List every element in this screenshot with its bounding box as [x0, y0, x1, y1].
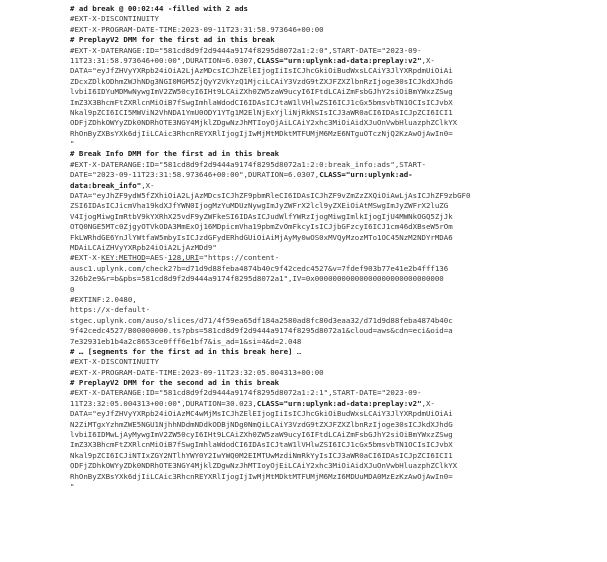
manifest-line	[70, 337, 600, 347]
manifest-comment-text: data:break_info"	[70, 180, 142, 190]
manifest-text: MDAiLCAiZHVyYXRpb24iOiA2LjAzMDd9"	[70, 242, 217, 252]
manifest-text: ImZ3X3BhcmFtZXRlcnMiOiB7fSwgImhlaWdodCI6IDAsICJtaW1lVHlwZSI6ICJ1cGx5bmsvbTN1OCIsICJvbX	[70, 440, 453, 450]
manifest-line	[70, 191, 600, 201]
manifest-line	[70, 305, 600, 315]
manifest-text: 326b2e9&r=b&pbs=581cd8d9f2d9444a9174f8295d8072a1",IV=0x00000000000000000000000000000	[70, 274, 444, 284]
manifest-line	[70, 285, 600, 295]
manifest-line	[70, 46, 600, 56]
manifest-line	[70, 295, 600, 305]
manifest-comment-text: CLASS="urn:uplynk:ad-data:preplay:v2"	[256, 55, 422, 65]
manifest-text: DATA="eyJfZHVyYXRpb24iOiAzMC4wMjMsICJhZElEIjogIiIsICJhcGkiOiBudWxsLCAiY3JlYXRpdmUiOiAi	[70, 409, 453, 419]
manifest-line	[70, 4, 600, 14]
manifest-text: V4IjogMiwgImRtbV9kYXRhX25vdF9yZWFkeSI6IDAsICJudWlfYWRzIjogMiwgImlkIjogIjU4MWNkOGQ5ZjJk	[70, 211, 453, 221]
manifest-line	[70, 461, 600, 471]
manifest-link[interactable]: 128,URI	[167, 253, 200, 263]
manifest-line	[70, 233, 600, 243]
manifest-line	[70, 108, 600, 118]
manifest-line	[70, 98, 600, 108]
manifest-text: =AES-	[145, 253, 168, 263]
manifest-text: DATA="eyJfZHVyYXRpb24iOiA2LjAzMDcsICJhZElEIjogIiIsICJhcGkiOiBudWxsLCAiY3JlYXRpdmUiOiAi	[70, 66, 453, 76]
manifest-text: Nkal9pZCI6ICJiNTIxZGY2NTlhYWY0Y2IwYWQ0M2EIMTUwMzdiNmRkYyIsICJ3aWR0aCI6IDAsICJpZCI6ICI1	[70, 450, 453, 460]
hls-manifest-document	[70, 4, 600, 492]
manifest-comment-text: # PreplayV2 DMM for the first ad in this break	[70, 35, 275, 45]
manifest-comment-text: # … [segments for the first ad in this break here]	[70, 346, 293, 356]
manifest-line	[70, 139, 600, 149]
manifest-line	[70, 14, 600, 24]
manifest-text: ,X-	[141, 180, 155, 190]
manifest-text: DATA="eyJhZF9ydW5fZXhiOiA2LjAzMDcsICJhZF9pbmRleCI6IDAsICJhZF9vZmZzZXQiOiAwLjAsICJhZF9zbGF0	[70, 191, 471, 201]
manifest-line	[70, 482, 600, 492]
manifest-line	[70, 472, 600, 482]
manifest-text: ,X-	[421, 55, 435, 65]
manifest-text: #EXT-X-DATERANGE:ID="581cd8d9f2d9444a9174f8295d8072a1:2:0:break_info:ads",START-	[70, 159, 426, 169]
manifest-line	[70, 357, 600, 367]
manifest-line	[70, 440, 600, 450]
manifest-line	[70, 118, 600, 128]
manifest-text: lvbiI6IDYuMDMwNywgImV2ZW50cyI6IHt9LCAiZXh0ZW5zaW9ucyI6IFtdLCAiZmFsbGJhY2siOiBmYWxzZSwg	[70, 87, 453, 97]
manifest-line	[70, 264, 600, 274]
manifest-line	[70, 388, 600, 398]
manifest-line	[70, 222, 600, 232]
manifest-line	[70, 378, 600, 388]
manifest-text: #EXT-X-DATERANGE:ID="581cd8d9f2d9444a9174f8295d8072a1:2:1",START-DATE="2023-09-	[70, 388, 422, 398]
manifest-text: 11T23:31:58.973646+00:00",DURATION=6.0307,	[70, 55, 257, 65]
manifest-line	[70, 212, 600, 222]
manifest-line	[70, 253, 600, 263]
manifest-text: 9f42cedc4527/B00000000.ts?pbs=581cd8d9f2d9444a9174f8295d8072a1&cloud=aws&cdn=eci&oid=a	[70, 326, 453, 336]
manifest-line	[70, 149, 600, 159]
manifest-text: "	[70, 481, 75, 491]
manifest-text: ausc1.uplynk.com/check2?b=d71d9d88feba4874b40c9f42cedc4527&v=7fdef903b77e41e2b4fff136	[70, 263, 449, 273]
manifest-text: lvbiI6IDMwLjAyMywgImV2ZW50cyI6IHt9LCAiZXh0ZW5zaW9ucyI6IFtdLCAiZmFsbGJhY2siOiBmYWxzZSwg	[70, 430, 453, 440]
manifest-comment-text: CLASS="urn:uplynk:ad-data:preplay:v2"	[256, 398, 422, 408]
manifest-text: ODFjZDhkOWYyZDk0NDRhOTE3NGY4MjklZDgwNzJhMTIoyOjEiLCAiY2xhc3MiOiAidXJuOnVwbHluazphZClkYX	[70, 461, 458, 471]
manifest-line	[70, 399, 600, 409]
manifest-line	[70, 66, 600, 76]
manifest-text: 11T23:32:05.004313+00:00",DURATION=30.023,	[70, 398, 257, 408]
manifest-line	[70, 420, 600, 430]
manifest-text: DATE="2023-09-11T23:31:58.973646+00:00",DURATION=6.0307,	[70, 170, 320, 180]
manifest-line	[70, 409, 600, 419]
manifest-text: …	[292, 346, 302, 356]
manifest-text: stgec.uplynk.com/auso/slices/d71/4f59ea65df184a2580ad8fc80d3eaa32/d71d9d88feba4874b40c	[70, 315, 453, 325]
manifest-text: #EXT-X-DISCONTINUITY	[70, 14, 159, 24]
manifest-text: #EXT-X-PROGRAM-DATE-TIME:2023-09-11T23:32:05.004313+00:00	[70, 367, 324, 377]
manifest-line	[70, 368, 600, 378]
manifest-text: 0	[70, 284, 75, 294]
manifest-comment-text: # ad break @ 00:02:44 -filled with 2 ads	[70, 4, 248, 13]
manifest-line	[70, 170, 600, 180]
manifest-text: #EXT-X-PROGRAM-DATE-TIME:2023-09-11T23:31:58.973646+00:00	[70, 24, 324, 34]
manifest-line	[70, 201, 600, 211]
manifest-line	[70, 347, 600, 357]
manifest-line	[70, 35, 600, 45]
manifest-line	[70, 77, 600, 87]
manifest-comment-text: # PreplayV2 DMM for the second ad in this break	[70, 378, 280, 388]
manifest-text: OTQ0NGE5MTc0ZjgyOTVkODA3MmExOj16MDpicmVha19pbmZvOmFkcyIsICJjbGFzcyI6ICJ1cm46dXBseW5rOm	[70, 222, 453, 232]
manifest-line	[70, 326, 600, 336]
manifest-comment-text: CLASS="urn:uplynk:ad-	[319, 170, 413, 180]
manifest-text: https://x-default-	[70, 305, 151, 315]
manifest-line	[70, 451, 600, 461]
manifest-text: RhOnByZXBsYXk6djIiLCAic3RhcnREYXRlIjogIjIwMjMtMDktMTFUMjM6MzI6MDUuMDA0MzEzKzAwOjAwIn0=	[70, 471, 453, 481]
manifest-text: FkLWRhdGE6YnJlYWtfaW5mbyIsICJzdGFydERhdGUiOiAiMjAyMy0wOS0xMVQyMzozMTo1OC45NzM2NDYrMDA6	[70, 232, 453, 242]
manifest-line	[70, 56, 600, 66]
manifest-text: #EXT-X-DISCONTINUITY	[70, 357, 159, 367]
manifest-line	[70, 87, 600, 97]
manifest-text: ODFjZDhkOWYyZDk0NDRhOTE3NGY4MjklZDgwNzJhMTIoyOjAiLCAiY2xhc3MiOiAidXJuOnVwbHluazphZClkYX	[70, 118, 458, 128]
manifest-line	[70, 129, 600, 139]
manifest-line	[70, 25, 600, 35]
manifest-link[interactable]: KEY:METHOD	[101, 253, 146, 263]
manifest-text: "	[70, 139, 75, 149]
manifest-text: ZDcxZDlkODhmZWJhNDg3NGI0MGM5ZjQyY2VkYzQ1MjciLCAiY3VzdG9tZXJFZXZlbnRzIjoge30sICJkdXJhdG	[70, 76, 453, 86]
manifest-text: ="https://content-	[199, 253, 280, 263]
manifest-text: ImZ3X3BhcmFtZXRlcnMiOiB7fSwgImhlaWdodCI6IDAsICJtaW1lVHlwZSI6ICJ1cGx5bmsvbTN1OCIsICJvbX	[70, 97, 453, 107]
manifest-line	[70, 181, 600, 191]
manifest-comment-text: # Break Info DMM for the first ad in this break	[70, 149, 280, 159]
manifest-text: ZSI6IDAsICJicmVha19kdXJfYWN0IjogMzYuMDUzNywgImJyZWFrX2lcl9yZXEiOiAtMSwgImJyZWFrX2luZG	[70, 201, 449, 211]
manifest-line	[70, 160, 600, 170]
manifest-line	[70, 243, 600, 253]
manifest-text: Nkal9pZCI6ICI5MWViN2VhNDA1YmU0ODY1YTg1M2ElNjExYjliNjRkNSIsICJ3aWR0aCI6IDAsICJpZCI6ICI1	[70, 107, 453, 117]
manifest-text: N2ZiMTgxYzhmZWE5NGU1NjhhNDdmNDdkODBjNDg0NmQiLCAiY3VzdG9tZXJFZXZlbnRzIjoge30sICJkdXJhdG	[70, 419, 453, 429]
manifest-text: 7e32931eb1b4a2c8653ce0fff6e1bf7&is_ad=1&si=4&d=2.048	[70, 336, 302, 346]
manifest-line	[70, 316, 600, 326]
manifest-text: #EXT-X-DATERANGE:ID="581cd8d9f2d9444a9174f8295d8072a1:2:0",START-DATE="2023-09-	[70, 45, 422, 55]
manifest-text: ,X-	[421, 398, 435, 408]
manifest-line	[70, 274, 600, 284]
manifest-text: #EXTINF:2.0480,	[70, 294, 137, 304]
manifest-text: RhOnByZXBsYXk6djIiLCAic3RhcnREYXRlIjogIjIwMjMtMDktMTFUMjM6MzE6NTguOTczNjQ2KzAwOjAwIn0=	[70, 128, 453, 138]
manifest-text: #EXT-X-	[70, 253, 102, 263]
manifest-line	[70, 430, 600, 440]
